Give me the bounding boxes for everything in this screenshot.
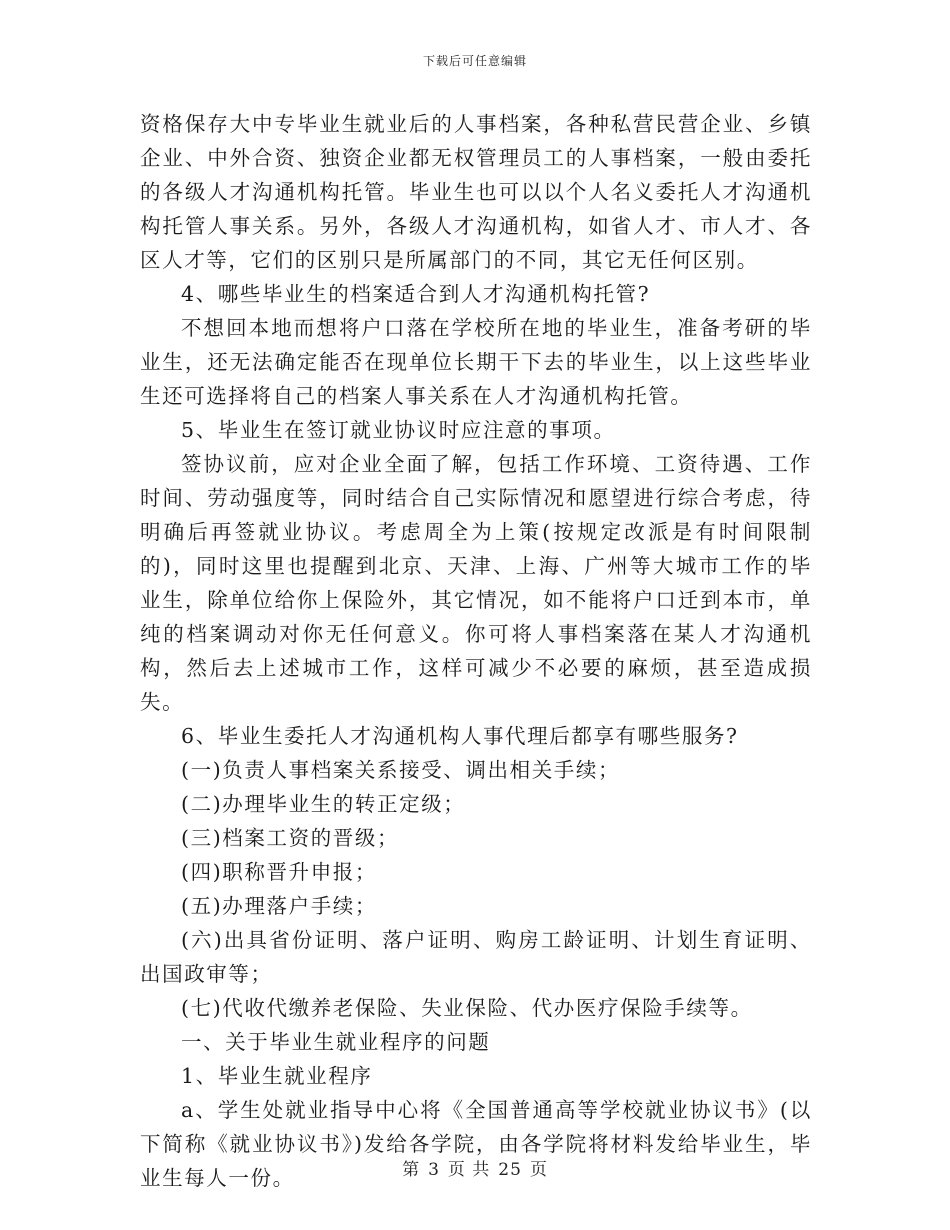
footer-suffix: 页 xyxy=(529,1160,548,1180)
paragraph: 5、毕业生在签订就业协议时应注意的事项。 xyxy=(181,418,616,442)
current-page-number: 3 xyxy=(428,1160,440,1180)
list-item: (七)代收代缴养老保险、失业保险、代办医疗保险手续等。 xyxy=(181,996,753,1020)
footer-middle: 页 共 xyxy=(447,1160,491,1180)
list-item: (六)出具省份证明、落户证明、购房工龄证明、计划生育证明、出国政审等； xyxy=(140,928,812,986)
subsection-heading: 1、毕业生就业程序 xyxy=(181,1064,373,1088)
paragraph: 4、哪些毕业生的档案适合到人才沟通机构托管? xyxy=(181,282,651,306)
page-header: 下载后可任意编辑 xyxy=(422,54,527,68)
list-item: (三)档案工资的晋级； xyxy=(181,826,400,850)
list-item: (一)负责人事档案关系接受、调出相关手续； xyxy=(181,758,621,782)
section-heading: 一、关于毕业生就业程序的问题 xyxy=(181,1030,491,1054)
page-footer xyxy=(0,1155,950,1180)
paragraph: 签协议前，应对企业全面了解，包括工作环境、工资待遇、工作时间、劳动强度等，同时结合自己实际情况和愿望进行综合考虑，待明确后再签就业协议。考虑周全为上策(按规定改派是有时间限制的)，同时这里也提醒到北京、天津、上海、广州等大城市工作的毕业生，除单位给你上保险外，其它情况，如不能将户口迁到本市，单纯的档案调动对你无任何意义。你可将人事档案落在某人才沟通机构，然后去上述城市工作，这样可减少不必要的麻烦，甚至造成损失。 xyxy=(140,452,812,714)
paragraph: 6、毕业生委托人才沟通机构人事代理后都享有哪些服务? xyxy=(181,724,739,748)
paragraph: a、学生处就业指导中心将《全国普通高等学校就业协议书》(以下简称《就业协议书》)发给各学院，由各学院将材料发给毕业生，毕业生每人一份。 xyxy=(140,1098,812,1190)
document-body xyxy=(140,107,812,1195)
paragraph: 资格保存大中专毕业生就业后的人事档案，各种私营民营企业、乡镇企业、中外合资、独资企业都无权管理员工的人事档案，一般由委托的各级人才沟通机构托管。毕业生也可以以个人名义委托人才沟通机构托管人事关系。另外，各级人才沟通机构，如省人才、市人才、各区人才等，它们的区别只是所属部门的不同，其它无任何区别。 xyxy=(140,112,812,272)
list-item: (五)办理落户手续； xyxy=(181,894,377,918)
list-item: (四)职称晋升申报； xyxy=(181,860,377,884)
footer-prefix: 第 xyxy=(402,1160,421,1180)
total-page-count: 25 xyxy=(498,1160,522,1180)
list-item: (二)办理毕业生的转正定级； xyxy=(181,792,466,816)
paragraph: 不想回本地而想将户口落在学校所在地的毕业生，准备考研的毕业生，还无法确定能否在现单位长期干下去的毕业生，以上这些毕业生还可选择将自己的档案人事关系在人才沟通机构托管。 xyxy=(140,316,812,408)
